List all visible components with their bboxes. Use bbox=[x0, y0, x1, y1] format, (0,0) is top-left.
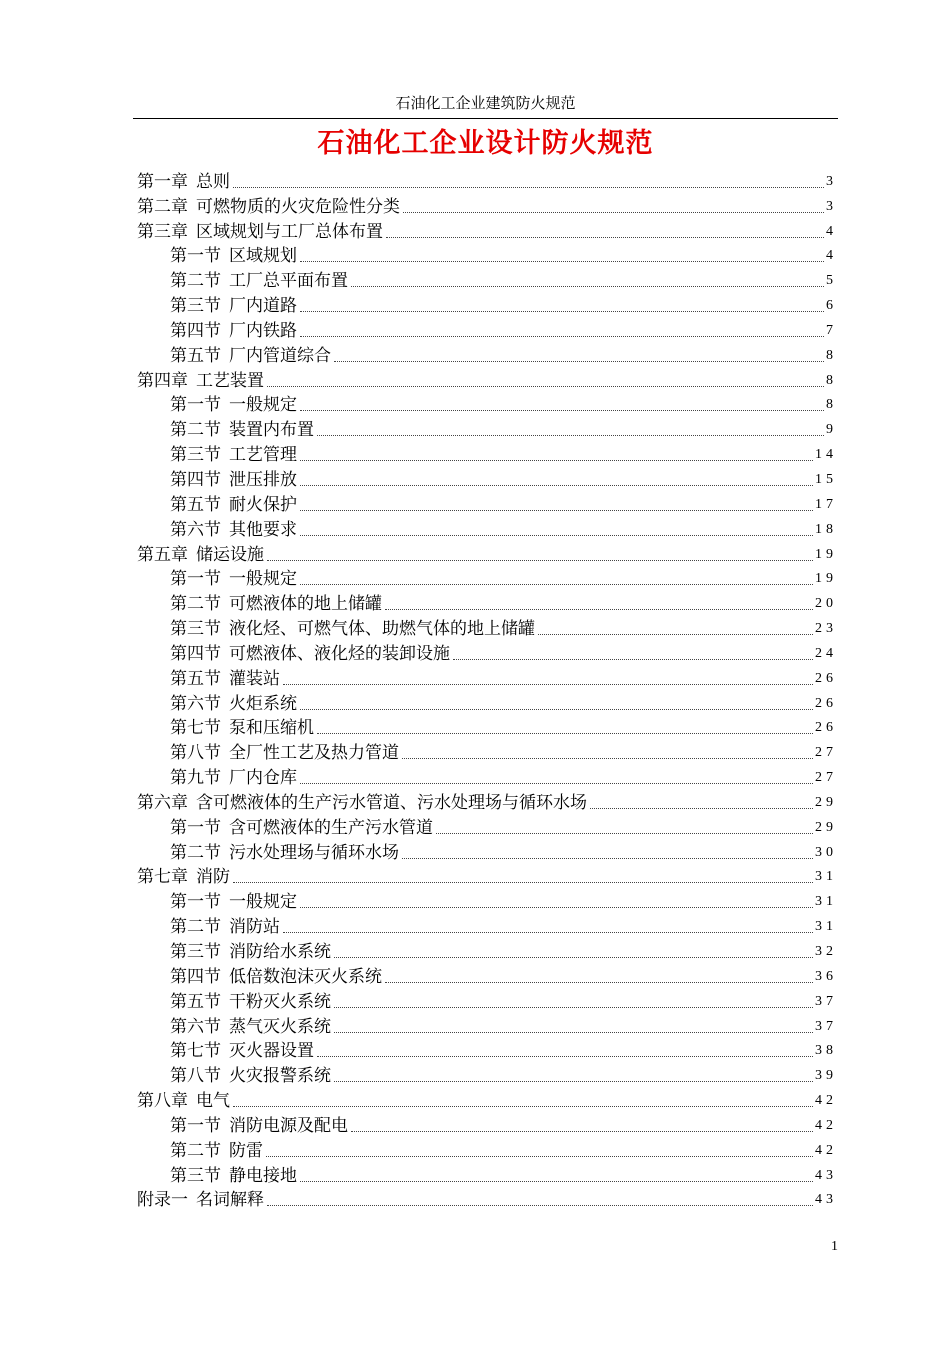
toc-entry-label bbox=[170, 619, 535, 639]
toc-entry[interactable] bbox=[137, 764, 837, 789]
toc-dot-leader bbox=[300, 510, 813, 511]
toc-entry-label bbox=[170, 495, 297, 515]
toc-entry-number: 第二节 bbox=[170, 842, 221, 863]
toc-entry-label bbox=[170, 569, 297, 589]
toc-entry-number: 第三章 bbox=[137, 221, 188, 242]
toc-dot-leader bbox=[403, 212, 824, 213]
toc-entry-page: 5 bbox=[826, 273, 837, 289]
toc-entry[interactable] bbox=[137, 963, 837, 988]
toc-entry-number: 第六节 bbox=[170, 693, 221, 714]
toc-entry-label bbox=[170, 917, 280, 937]
toc-entry[interactable] bbox=[137, 988, 837, 1013]
toc-entry[interactable] bbox=[137, 491, 837, 516]
toc-entry-page: 18 bbox=[815, 521, 837, 537]
toc-entry[interactable] bbox=[137, 416, 837, 441]
toc-entry-title: 静电接地 bbox=[229, 1165, 297, 1186]
toc-dot-leader bbox=[267, 560, 813, 561]
toc-entry-title: 液化烃、可燃气体、助燃气体的地上储罐 bbox=[229, 619, 535, 640]
toc-entry-page: 24 bbox=[815, 645, 837, 661]
toc-dot-leader bbox=[233, 1106, 813, 1107]
toc-entry-title: 区域规划与工厂总体布置 bbox=[196, 221, 383, 242]
toc-entry[interactable] bbox=[137, 392, 837, 417]
toc-entry-page: 42 bbox=[815, 1093, 837, 1109]
toc-entry-label bbox=[170, 470, 297, 490]
toc-entry[interactable] bbox=[137, 466, 837, 491]
toc-dot-leader bbox=[300, 261, 824, 262]
toc-entry-number: 第八章 bbox=[137, 1091, 188, 1112]
toc-dot-leader bbox=[334, 361, 824, 362]
toc-entry-title: 蒸气灭火系统 bbox=[229, 1016, 331, 1037]
toc-dot-leader bbox=[267, 386, 824, 387]
toc-entry-page: 8 bbox=[826, 372, 837, 388]
toc-entry-label bbox=[137, 371, 264, 391]
toc-entry-number: 第三节 bbox=[170, 1165, 221, 1186]
toc-dot-leader bbox=[266, 1156, 813, 1157]
toc-entry[interactable] bbox=[137, 715, 837, 740]
toc-entry-title: 消防 bbox=[196, 867, 230, 888]
toc-entry[interactable] bbox=[137, 1013, 837, 1038]
toc-entry[interactable] bbox=[137, 566, 837, 591]
toc-entry-number: 第一节 bbox=[170, 246, 221, 267]
toc-dot-leader bbox=[283, 684, 813, 685]
toc-entry-page: 43 bbox=[815, 1192, 837, 1208]
toc-entry[interactable] bbox=[137, 938, 837, 963]
toc-entry-page: 27 bbox=[815, 745, 837, 761]
toc-entry[interactable] bbox=[137, 367, 837, 392]
toc-entry-title: 泄压排放 bbox=[229, 469, 297, 490]
toc-entry-page: 4 bbox=[826, 223, 837, 239]
toc-entry-page: 39 bbox=[815, 1068, 837, 1084]
running-header: 石油化工企业建筑防火规范 bbox=[395, 94, 576, 112]
toc-dot-leader bbox=[300, 907, 813, 908]
toc-entry-label bbox=[170, 420, 314, 440]
toc-entry[interactable] bbox=[137, 1038, 837, 1063]
toc-entry-title: 工厂总平面布置 bbox=[229, 271, 348, 292]
toc-entry-number: 第二节 bbox=[170, 1140, 221, 1161]
toc-entry-number: 第一章 bbox=[137, 171, 188, 192]
toc-entry-title: 工艺装置 bbox=[196, 370, 264, 391]
toc-dot-leader bbox=[334, 1081, 813, 1082]
toc-entry-page: 43 bbox=[815, 1167, 837, 1183]
toc-entry-number: 第六章 bbox=[137, 792, 188, 813]
toc-entry-page: 17 bbox=[815, 496, 837, 512]
toc-entry-page: 32 bbox=[815, 944, 837, 959]
toc-entry-page: 8 bbox=[826, 397, 837, 413]
toc-entry-label bbox=[170, 768, 297, 788]
toc-entry[interactable] bbox=[137, 193, 837, 218]
toc-entry-title: 其他要求 bbox=[229, 519, 297, 540]
toc-entry-label bbox=[170, 520, 297, 540]
header-rule bbox=[133, 118, 838, 119]
toc-entry-number: 第一节 bbox=[170, 569, 221, 590]
toc-entry-number: 第二节 bbox=[170, 271, 221, 292]
page-number: 1 bbox=[831, 1239, 838, 1254]
toc-entry-number: 第五节 bbox=[170, 345, 221, 366]
toc-entry[interactable] bbox=[137, 1087, 837, 1112]
toc-entry[interactable] bbox=[137, 1187, 837, 1212]
toc-entry[interactable] bbox=[137, 516, 837, 541]
toc-entry-title: 含可燃液体的生产污水管道、污水处理场与循环水场 bbox=[196, 792, 587, 813]
toc-entry-title: 防雷 bbox=[229, 1140, 263, 1161]
toc-dot-leader bbox=[300, 311, 824, 312]
toc-entry-number: 第三节 bbox=[170, 619, 221, 640]
toc-dot-leader bbox=[267, 1205, 813, 1206]
toc-entry-page: 26 bbox=[815, 695, 837, 711]
toc-entry-label bbox=[170, 1041, 314, 1061]
toc-entry-title: 可燃物质的火灾危险性分类 bbox=[196, 196, 400, 217]
toc-entry[interactable] bbox=[137, 541, 837, 566]
toc-entry[interactable] bbox=[137, 317, 837, 342]
toc-entry-page: 31 bbox=[815, 869, 837, 885]
toc-dot-leader bbox=[300, 410, 824, 411]
toc-entry-title: 消防站 bbox=[229, 917, 280, 938]
toc-entry-label bbox=[170, 694, 297, 714]
toc-dot-leader bbox=[317, 435, 824, 436]
toc-entry-title: 一般规定 bbox=[229, 892, 297, 913]
toc-entry-label bbox=[170, 1116, 348, 1136]
toc-entry-number: 第八节 bbox=[170, 1066, 221, 1087]
toc-entry-number: 第一节 bbox=[170, 1115, 221, 1136]
toc-dot-leader bbox=[317, 733, 813, 734]
toc-entry-title: 厂内铁路 bbox=[229, 320, 297, 341]
toc-entry-number: 第七章 bbox=[137, 867, 188, 888]
toc-entry-page: 42 bbox=[815, 1117, 837, 1133]
toc-entry-label bbox=[170, 843, 399, 863]
toc-dot-leader bbox=[385, 982, 813, 983]
toc-entry[interactable] bbox=[137, 342, 837, 367]
toc-dot-leader bbox=[300, 783, 813, 784]
toc-dot-leader bbox=[351, 1131, 813, 1132]
toc-entry-title: 装置内布置 bbox=[229, 420, 314, 441]
toc-entry-title: 消防给水系统 bbox=[229, 942, 331, 962]
toc-entry-label bbox=[137, 197, 400, 217]
toc-dot-leader bbox=[300, 485, 813, 486]
toc-entry[interactable] bbox=[137, 267, 837, 292]
toc-dot-leader bbox=[402, 758, 813, 759]
toc-dot-leader bbox=[300, 584, 813, 585]
toc-entry-number: 第五节 bbox=[170, 494, 221, 515]
toc-entry[interactable] bbox=[137, 913, 837, 938]
toc-entry-label bbox=[170, 644, 450, 664]
toc-dot-leader bbox=[300, 336, 824, 337]
toc-entry-page: 14 bbox=[815, 447, 837, 463]
toc-entry-page: 29 bbox=[815, 819, 837, 835]
toc-entry-label bbox=[170, 818, 433, 838]
toc-dot-leader bbox=[233, 187, 824, 188]
toc-entry-title: 一般规定 bbox=[229, 395, 297, 416]
toc-entry-title: 厂内道路 bbox=[229, 296, 297, 317]
toc-entry-title: 全厂性工艺及热力管道 bbox=[229, 743, 399, 764]
toc-entry[interactable] bbox=[137, 814, 837, 839]
toc-entry[interactable] bbox=[137, 168, 837, 193]
toc-entry[interactable] bbox=[137, 1137, 837, 1162]
toc-entry[interactable] bbox=[137, 690, 837, 715]
toc-dot-leader bbox=[334, 1032, 813, 1033]
toc-entry-label bbox=[170, 271, 348, 291]
toc-entry[interactable] bbox=[137, 292, 837, 317]
toc-entry-number: 第二节 bbox=[170, 594, 221, 615]
toc-entry-label bbox=[170, 892, 297, 912]
toc-entry-title: 工艺管理 bbox=[229, 445, 297, 466]
toc-dot-leader bbox=[300, 709, 813, 710]
toc-entry[interactable] bbox=[137, 640, 837, 665]
toc-entry-number: 第九节 bbox=[170, 768, 221, 789]
toc-entry-title: 厂内管道综合 bbox=[229, 345, 331, 366]
toc-entry-label bbox=[170, 669, 280, 689]
toc-entry-label bbox=[170, 942, 331, 962]
toc-entry-label bbox=[170, 296, 297, 316]
toc-entry-title: 干粉灭火系统 bbox=[229, 991, 331, 1012]
toc-dot-leader bbox=[402, 858, 813, 859]
toc-entry-label bbox=[170, 992, 331, 1012]
toc-entry-label bbox=[170, 718, 314, 738]
toc-entry-number: 第四节 bbox=[170, 966, 221, 987]
toc-entry-page: 4 bbox=[826, 248, 837, 264]
toc-dot-leader bbox=[317, 1056, 813, 1057]
toc-entry[interactable] bbox=[137, 218, 837, 243]
toc-entry-title: 火灾报警系统 bbox=[229, 1066, 331, 1087]
toc-entry-page: 26 bbox=[815, 720, 837, 736]
toc-entry-title: 耐火保护 bbox=[229, 494, 297, 515]
toc-entry-label bbox=[170, 445, 297, 465]
toc-dot-leader bbox=[385, 609, 813, 610]
toc-dot-leader bbox=[334, 1007, 813, 1008]
toc-dot-leader bbox=[453, 659, 813, 660]
toc-dot-leader bbox=[283, 932, 813, 933]
toc-entry-number: 第二章 bbox=[137, 196, 188, 217]
toc-entry-page: 19 bbox=[815, 571, 837, 587]
toc-entry-label bbox=[170, 1166, 297, 1186]
toc-entry-page: 30 bbox=[815, 844, 837, 860]
toc-entry-label bbox=[137, 1190, 264, 1210]
toc-entry-page: 31 bbox=[815, 894, 837, 910]
toc-entry-number: 第三节 bbox=[170, 445, 221, 466]
toc-entry-number: 第四章 bbox=[137, 370, 188, 391]
toc-entry-label bbox=[170, 1141, 263, 1161]
toc-entry-title: 消防电源及配电 bbox=[229, 1115, 348, 1136]
toc-entry[interactable] bbox=[137, 864, 837, 889]
toc-entry-number: 第四节 bbox=[170, 643, 221, 664]
toc-entry-label bbox=[170, 395, 297, 415]
toc-entry[interactable] bbox=[137, 839, 837, 864]
toc-entry-title: 含可燃液体的生产污水管道 bbox=[229, 817, 433, 838]
toc-entry-label bbox=[170, 1017, 331, 1037]
toc-entry-title: 灭火器设置 bbox=[229, 1041, 314, 1062]
toc-entry[interactable] bbox=[137, 1162, 837, 1187]
toc-entry-page: 3 bbox=[826, 173, 837, 189]
document-title: 石油化工企业设计防火规范 bbox=[317, 128, 654, 159]
toc-entry-label bbox=[137, 867, 230, 887]
toc-entry-page: 36 bbox=[815, 968, 837, 984]
toc-entry-label bbox=[170, 1066, 331, 1086]
toc-entry[interactable] bbox=[137, 739, 837, 764]
toc-entry-page: 3 bbox=[826, 198, 837, 214]
toc-dot-leader bbox=[590, 808, 813, 809]
toc-dot-leader bbox=[300, 1181, 813, 1182]
toc-dot-leader bbox=[386, 237, 824, 238]
toc-entry-page: 20 bbox=[815, 596, 837, 612]
toc-entry-number: 第三节 bbox=[170, 296, 221, 317]
toc-entry-label bbox=[137, 172, 230, 192]
toc-entry-page: 9 bbox=[826, 422, 837, 438]
toc-dot-leader bbox=[300, 460, 813, 461]
toc-dot-leader bbox=[300, 535, 813, 536]
toc-entry-title: 储运设施 bbox=[196, 544, 264, 565]
toc-entry[interactable] bbox=[137, 665, 837, 690]
toc-dot-leader bbox=[436, 833, 813, 834]
toc-entry-page: 29 bbox=[815, 794, 837, 810]
toc-entry-label bbox=[170, 743, 399, 763]
toc-entry[interactable] bbox=[137, 1062, 837, 1087]
toc-dot-leader bbox=[351, 286, 824, 287]
toc-entry-title: 电气 bbox=[196, 1091, 230, 1112]
toc-entry[interactable] bbox=[137, 441, 837, 466]
toc-entry-title: 灌装站 bbox=[229, 668, 280, 689]
toc-entry-page: 23 bbox=[815, 621, 837, 637]
toc-entry-title: 厂内仓库 bbox=[229, 768, 297, 789]
toc-entry-page: 27 bbox=[815, 770, 837, 786]
toc-entry-title: 可燃液体、液化烃的装卸设施 bbox=[229, 643, 450, 664]
toc-entry[interactable] bbox=[137, 1112, 837, 1137]
toc-entry[interactable] bbox=[137, 789, 837, 814]
toc-entry-page: 31 bbox=[815, 919, 837, 935]
toc-entry-number: 第一节 bbox=[170, 395, 221, 416]
toc-entry-number: 第八节 bbox=[170, 743, 221, 764]
toc-entry[interactable] bbox=[137, 243, 837, 268]
toc-entry-title: 一般规定 bbox=[229, 569, 297, 590]
toc-entry-title: 泵和压缩机 bbox=[229, 718, 314, 739]
table-of-contents bbox=[137, 168, 837, 1211]
toc-entry-page: 6 bbox=[826, 298, 837, 314]
toc-entry-label bbox=[170, 321, 297, 341]
toc-entry-number: 第七节 bbox=[170, 1041, 221, 1062]
toc-entry-title: 污水处理场与循环水场 bbox=[229, 842, 399, 863]
toc-entry-label bbox=[137, 222, 383, 242]
toc-entry-label bbox=[137, 545, 264, 565]
toc-entry-number: 第三节 bbox=[170, 942, 221, 962]
toc-entry-label bbox=[137, 793, 587, 813]
toc-entry-number: 第六节 bbox=[170, 1016, 221, 1037]
toc-entry-title: 低倍数泡沫灭火系统 bbox=[229, 966, 382, 987]
toc-entry-label bbox=[170, 246, 297, 266]
toc-entry-page: 37 bbox=[815, 1018, 837, 1034]
toc-entry[interactable] bbox=[137, 590, 837, 615]
toc-entry-title: 可燃液体的地上储罐 bbox=[229, 594, 382, 615]
toc-entry-label bbox=[170, 594, 382, 614]
toc-entry-label bbox=[170, 967, 382, 987]
toc-entry[interactable] bbox=[137, 888, 837, 913]
toc-entry-number: 第一节 bbox=[170, 817, 221, 838]
toc-entry-title: 总则 bbox=[196, 171, 230, 192]
toc-dot-leader bbox=[334, 957, 813, 958]
toc-entry-number: 第六节 bbox=[170, 519, 221, 540]
toc-entry-title: 区域规划 bbox=[229, 246, 297, 267]
toc-entry-number: 第五节 bbox=[170, 991, 221, 1012]
toc-entry-page: 15 bbox=[815, 471, 837, 487]
toc-entry-number: 第一节 bbox=[170, 892, 221, 913]
toc-entry-page: 8 bbox=[826, 347, 837, 363]
toc-dot-leader bbox=[233, 882, 813, 883]
toc-entry-number: 第五章 bbox=[137, 544, 188, 565]
toc-dot-leader bbox=[538, 634, 813, 635]
toc-entry-number: 第五节 bbox=[170, 668, 221, 689]
toc-entry[interactable] bbox=[137, 615, 837, 640]
toc-entry-number: 第二节 bbox=[170, 420, 221, 441]
toc-entry-page: 37 bbox=[815, 993, 837, 1009]
toc-entry-label bbox=[137, 1091, 230, 1111]
toc-entry-page: 42 bbox=[815, 1142, 837, 1158]
toc-entry-page: 26 bbox=[815, 670, 837, 686]
toc-entry-page: 38 bbox=[815, 1043, 837, 1059]
toc-entry-number: 附录一 bbox=[137, 1190, 188, 1211]
toc-entry-label bbox=[170, 346, 331, 366]
toc-entry-page: 7 bbox=[826, 322, 837, 338]
toc-entry-page: 19 bbox=[815, 546, 837, 562]
toc-entry-number: 第四节 bbox=[170, 320, 221, 341]
toc-entry-number: 第七节 bbox=[170, 718, 221, 739]
toc-entry-title: 火炬系统 bbox=[229, 693, 297, 714]
toc-entry-number: 第二节 bbox=[170, 917, 221, 938]
toc-entry-title: 名词解释 bbox=[196, 1190, 264, 1211]
toc-entry-number: 第四节 bbox=[170, 469, 221, 490]
